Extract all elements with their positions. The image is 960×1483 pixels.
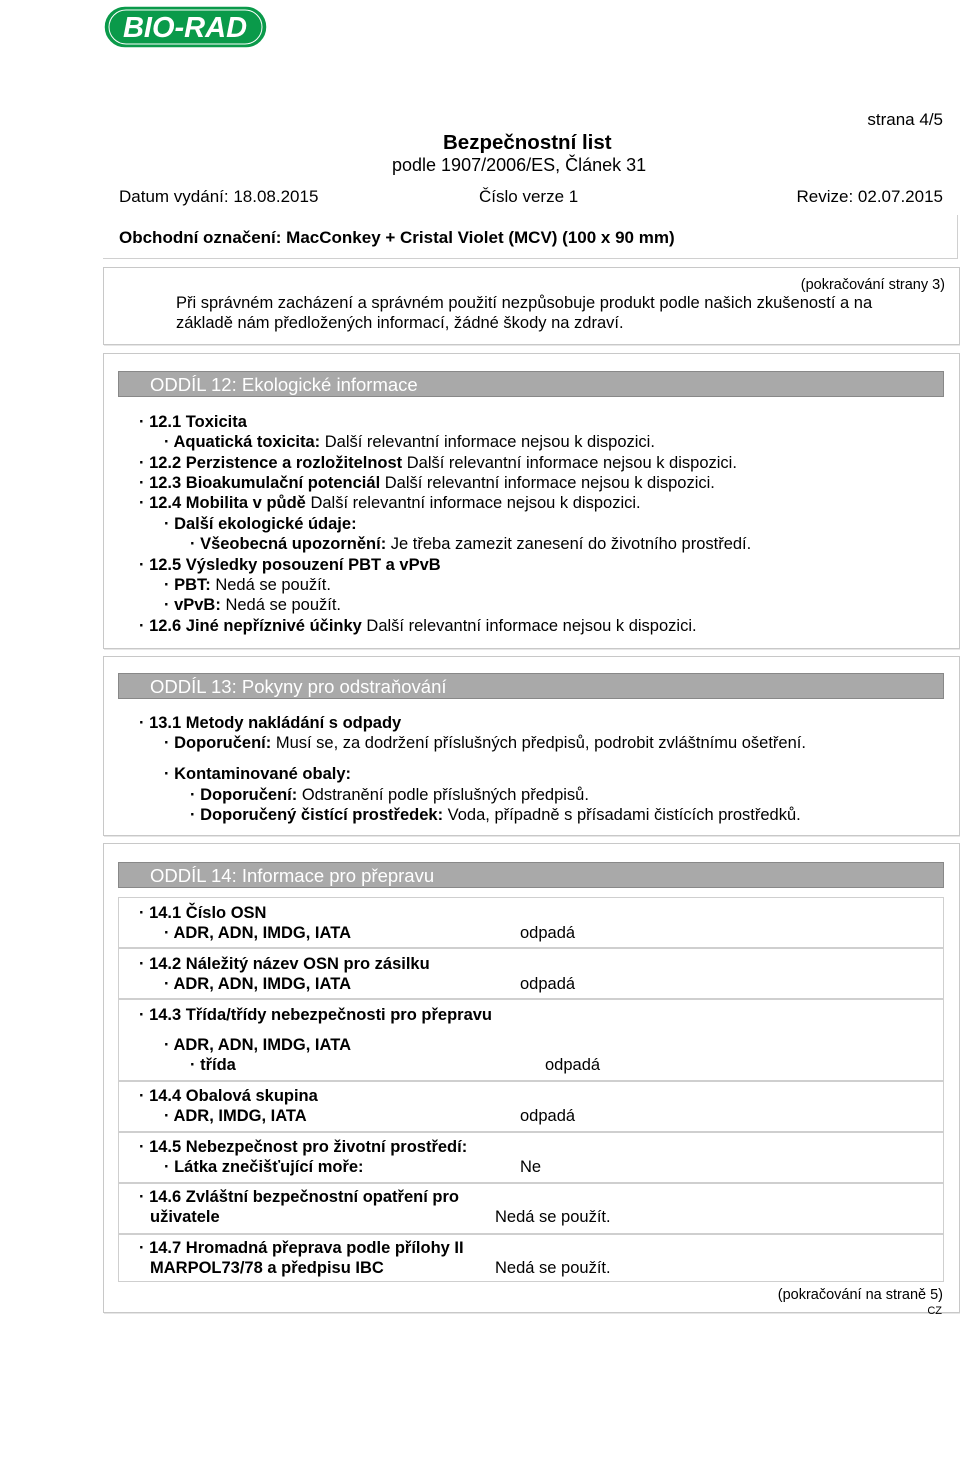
other-eco-data: · Další ekologické údaje: bbox=[164, 515, 357, 533]
un-number-value: odpadá bbox=[520, 924, 576, 942]
waste-methods-heading: · 13.1 Metody nakládání s odpady bbox=[139, 714, 402, 732]
bulk-transport-heading: · 14.7 Hromadná přeprava podle přílohy II bbox=[139, 1239, 464, 1257]
env-hazard-heading: · 14.5 Nebezpečnost pro životní prostředí: bbox=[139, 1138, 468, 1156]
hazard-class-label: · třída bbox=[190, 1056, 236, 1074]
pbt: · PBT: Nedá se použít. bbox=[164, 576, 331, 594]
revision-date: Revize: 02.07.2015 bbox=[796, 187, 943, 206]
hazard-class-heading: · 14.3 Třída/třídy nebezpečnosti pro přepravu bbox=[139, 1006, 493, 1024]
other-adverse-effects: · 12.6 Jiné nepříznivé účinky Další relevantní informace nejsou k dispozici. bbox=[139, 617, 697, 635]
shipping-name-modes: · ADR, ADN, IMDG, IATA bbox=[164, 975, 351, 993]
special-precautions-value: Nedá se použít. bbox=[495, 1208, 611, 1226]
bioaccumulation: · 12.3 Bioakumulační potenciál Další relevantní informace nejsou k dispozici. bbox=[139, 474, 715, 492]
section-14-title: ODDÍL 14: Informace pro přepravu bbox=[118, 862, 944, 888]
toxicity-heading: · 12.1 Toxicita bbox=[139, 413, 247, 431]
trade-name: Obchodní označení: MacConkey + Cristal Violet (MCV) (100 x 90 mm) bbox=[119, 228, 675, 247]
header-rule bbox=[103, 215, 958, 259]
aquatic-toxicity: · Aquatická toxicita: Další relevantní informace nejsou k dispozici. bbox=[164, 433, 655, 451]
persistence: · 12.2 Perzistence a rozložitelnost Další relevantní informace nejsou k dispozici. bbox=[139, 454, 737, 472]
continuation-line-2: základě nám předložených informací, žádné škody na zdraví. bbox=[176, 314, 624, 332]
vpvb: · vPvB: Nedá se použít. bbox=[164, 596, 342, 614]
issue-date: Datum vydání: 18.08.2015 bbox=[119, 187, 319, 206]
version-number: Číslo verze 1 bbox=[479, 187, 579, 206]
packing-group-modes: · ADR, IMDG, IATA bbox=[164, 1107, 307, 1125]
doc-title: Bezpečnostní list bbox=[443, 131, 612, 154]
language-code: CZ bbox=[927, 1305, 942, 1317]
bio-rad-logo bbox=[103, 5, 268, 49]
contaminated-packaging: · Kontaminované obaly: bbox=[164, 765, 352, 783]
mobility: · 12.4 Mobilita v půdě Další relevantní informace nejsou k dispozici. bbox=[139, 494, 641, 512]
section-12-title: ODDÍL 12: Ekologické informace bbox=[118, 371, 944, 397]
header-rule-right bbox=[957, 215, 958, 258]
general-notes: · Všeobecná upozornění: Je třeba zamezit zanesení do životního prostředí. bbox=[190, 535, 752, 553]
bulk-transport-heading-2: MARPOL73/78 a předpisu IBC bbox=[150, 1259, 384, 1277]
marine-pollutant-value: Ne bbox=[520, 1158, 542, 1176]
special-precautions-heading-2: uživatele bbox=[150, 1208, 220, 1226]
bulk-transport-value: Nedá se použít. bbox=[495, 1259, 611, 1277]
continuation-line-1: Při správném zacházení a správném použití nezpůsobuje produkt podle našich zkušeností a na bbox=[176, 294, 873, 312]
packing-group-heading: · 14.4 Obalová skupina bbox=[139, 1087, 318, 1105]
un-number-heading: · 14.1 Číslo OSN bbox=[139, 904, 267, 922]
marine-pollutant-label: · Látka znečišťující moře: bbox=[164, 1158, 364, 1176]
doc-subtitle: podle 1907/2006/ES, Článek 31 bbox=[392, 155, 647, 175]
continuation-box bbox=[103, 267, 960, 345]
logo-text: BIO-RAD bbox=[122, 12, 248, 44]
recommendation-2: · Doporučení: Odstranění podle příslušných předpisů. bbox=[190, 786, 589, 804]
footer-continuation: (pokračování na straně 5) bbox=[777, 1287, 943, 1303]
hazard-class-modes: · ADR, ADN, IMDG, IATA bbox=[164, 1036, 351, 1054]
shipping-name-value: odpadá bbox=[520, 975, 576, 993]
cleaning-agent: · Doporučený čistící prostředek: Voda, případně s přísadami čistících prostředků. bbox=[190, 806, 801, 824]
packing-group-value: odpadá bbox=[520, 1107, 576, 1125]
section-13-title: ODDÍL 13: Pokyny pro odstraňování bbox=[118, 673, 944, 699]
continuation-note: (pokračování strany 3) bbox=[800, 277, 945, 293]
hazard-class-value: odpadá bbox=[545, 1056, 601, 1074]
shipping-name-heading: · 14.2 Náležitý název OSN pro zásilku bbox=[139, 955, 430, 973]
pbt-vpvb-heading: · 12.5 Výsledky posouzení PBT a vPvB bbox=[139, 556, 441, 574]
page-number: strana 4/5 bbox=[867, 110, 943, 129]
special-precautions-heading: · 14.6 Zvláštní bezpečnostní opatření pro bbox=[139, 1188, 459, 1206]
un-number-modes: · ADR, ADN, IMDG, IATA bbox=[164, 924, 351, 942]
recommendation-1: · Doporučení: Musí se, za dodržení příslušných předpisů, podrobit zvláštnímu ošetření. bbox=[164, 734, 806, 752]
